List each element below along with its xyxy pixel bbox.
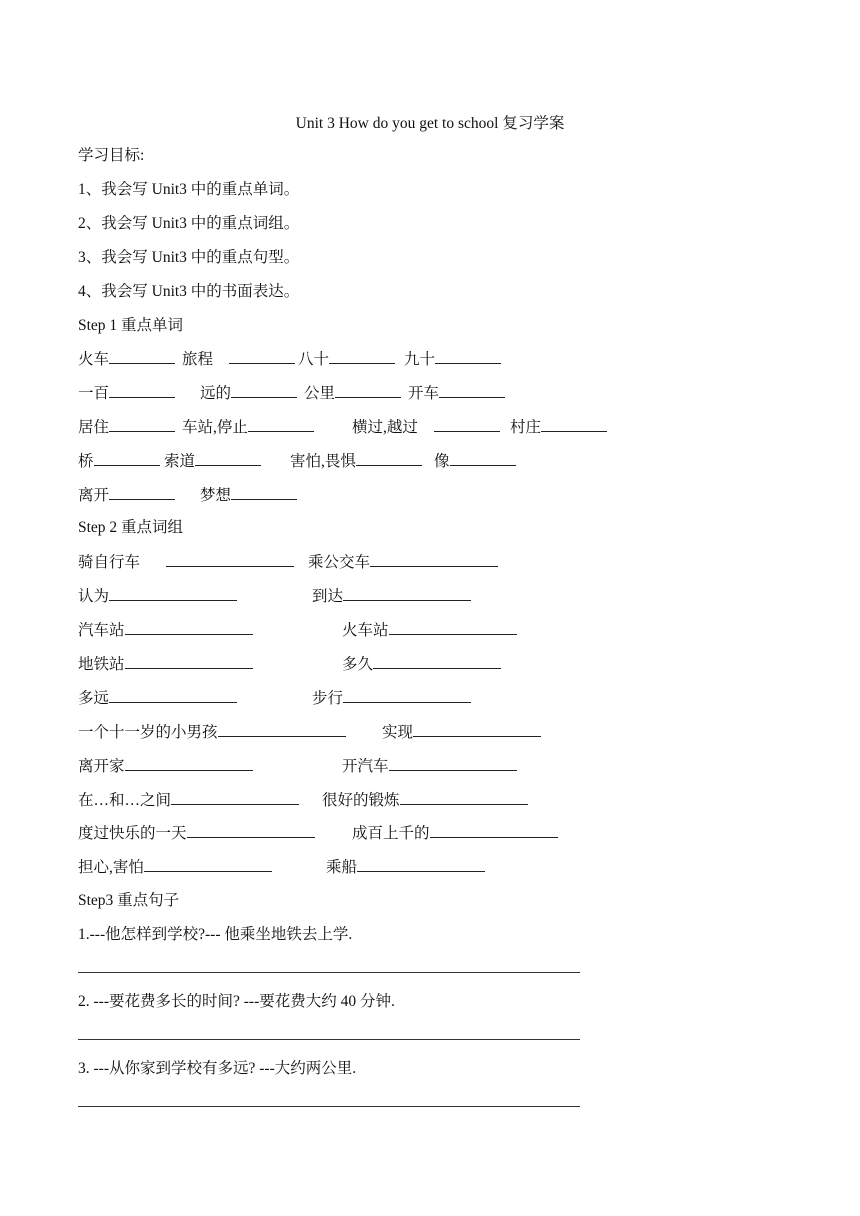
step3-heading: Step3 重点句子 xyxy=(78,892,180,909)
phrase-prompt: 骑自行车 xyxy=(78,554,141,571)
phrase-prompt: 成百上千的 xyxy=(352,825,430,842)
vocab-prompt: 离开 xyxy=(78,487,110,504)
phrase-blank[interactable] xyxy=(125,654,253,669)
phrase-prompt: 认为 xyxy=(78,588,110,605)
phrase-blank[interactable] xyxy=(357,857,485,872)
vocab-blank[interactable] xyxy=(329,349,395,364)
phrase-blank[interactable] xyxy=(389,756,517,771)
phrase-blank[interactable] xyxy=(389,620,517,635)
page-title: Unit 3 How do you get to school 复习学案 xyxy=(295,115,565,132)
vocab-prompt: 八十 xyxy=(298,351,330,368)
vocab-blank[interactable] xyxy=(109,485,175,500)
phrase-prompt: 地铁站 xyxy=(78,656,125,673)
vocab-blank[interactable] xyxy=(248,417,314,432)
sentence-prompt: 1.---他怎样到学校?--- 他乘坐地铁去上学. xyxy=(78,926,353,943)
phrase-prompt: 步行 xyxy=(312,690,344,707)
answer-line[interactable] xyxy=(78,972,580,973)
phrase-prompt: 乘公交车 xyxy=(308,554,371,571)
phrase-blank[interactable] xyxy=(187,823,315,838)
vocab-prompt: 公里 xyxy=(304,385,336,402)
phrase-prompt: 度过快乐的一天 xyxy=(78,825,187,842)
phrase-blank[interactable] xyxy=(343,688,471,703)
vocab-prompt: 远的 xyxy=(200,385,232,402)
objective-item: 3、我会写 Unit3 中的重点句型。 xyxy=(78,249,300,266)
answer-line[interactable] xyxy=(78,1106,580,1107)
phrase-blank[interactable] xyxy=(171,790,299,805)
objective-item: 1、我会写 Unit3 中的重点单词。 xyxy=(78,181,300,198)
vocab-blank[interactable] xyxy=(231,383,297,398)
vocab-blank[interactable] xyxy=(450,451,516,466)
phrase-prompt: 在…和…之间 xyxy=(78,792,172,809)
phrase-blank[interactable] xyxy=(370,552,498,567)
objective-item: 4、我会写 Unit3 中的书面表达。 xyxy=(78,283,300,300)
vocab-blank[interactable] xyxy=(541,417,607,432)
vocab-blank[interactable] xyxy=(109,417,175,432)
phrase-blank[interactable] xyxy=(109,688,237,703)
vocab-blank[interactable] xyxy=(335,383,401,398)
vocab-blank[interactable] xyxy=(229,349,295,364)
phrase-blank[interactable] xyxy=(125,620,253,635)
vocab-prompt: 车站,停止 xyxy=(182,419,248,436)
vocab-prompt: 梦想 xyxy=(200,487,232,504)
vocab-blank[interactable] xyxy=(231,485,297,500)
objectives-heading: 学习目标: xyxy=(78,147,145,164)
vocab-blank[interactable] xyxy=(356,451,422,466)
phrase-blank[interactable] xyxy=(125,756,253,771)
phrase-blank[interactable] xyxy=(218,722,346,737)
phrase-blank[interactable] xyxy=(109,586,237,601)
vocab-prompt: 横过,越过 xyxy=(352,419,418,436)
vocab-prompt: 害怕,畏惧 xyxy=(290,453,356,470)
phrase-prompt: 多远 xyxy=(78,690,110,707)
vocab-prompt: 九十 xyxy=(404,351,436,368)
phrase-blank[interactable] xyxy=(343,586,471,601)
vocab-prompt: 旅程 xyxy=(182,351,214,368)
phrase-prompt: 离开家 xyxy=(78,758,125,775)
vocab-prompt: 桥 xyxy=(78,453,94,470)
vocab-blank[interactable] xyxy=(195,451,261,466)
vocab-blank[interactable] xyxy=(439,383,505,398)
phrase-blank[interactable] xyxy=(144,857,272,872)
vocab-blank[interactable] xyxy=(109,349,175,364)
sentence-prompt: 3. ---从你家到学校有多远? ---大约两公里. xyxy=(78,1060,357,1077)
objective-item: 2、我会写 Unit3 中的重点词组。 xyxy=(78,215,300,232)
phrase-prompt: 很好的锻炼 xyxy=(322,792,400,809)
phrase-prompt: 开汽车 xyxy=(342,758,389,775)
vocab-prompt: 开车 xyxy=(408,385,440,402)
vocab-prompt: 火车 xyxy=(78,351,110,368)
phrase-blank[interactable] xyxy=(400,790,528,805)
phrase-prompt: 火车站 xyxy=(342,622,389,639)
vocab-blank[interactable] xyxy=(94,451,160,466)
phrase-blank[interactable] xyxy=(430,823,558,838)
step2-heading: Step 2 重点词组 xyxy=(78,519,184,536)
vocab-blank[interactable] xyxy=(109,383,175,398)
answer-line[interactable] xyxy=(78,1039,580,1040)
phrase-prompt: 实现 xyxy=(382,724,414,741)
sentence-prompt: 2. ---要花费多长的时间? ---要花费大约 40 分钟. xyxy=(78,993,395,1010)
phrase-prompt: 多久 xyxy=(342,656,374,673)
phrase-blank[interactable] xyxy=(373,654,501,669)
phrase-prompt: 一个十一岁的小男孩 xyxy=(78,724,218,741)
phrase-prompt: 汽车站 xyxy=(78,622,125,639)
vocab-prompt: 村庄 xyxy=(510,419,542,436)
phrase-blank[interactable] xyxy=(166,552,294,567)
vocab-prompt: 像 xyxy=(434,453,450,470)
vocab-prompt: 一百 xyxy=(78,385,110,402)
phrase-blank[interactable] xyxy=(413,722,541,737)
vocab-prompt: 索道 xyxy=(164,453,196,470)
vocab-blank[interactable] xyxy=(435,349,501,364)
vocab-prompt: 居住 xyxy=(78,419,110,436)
phrase-prompt: 乘船 xyxy=(326,859,358,876)
step1-heading: Step 1 重点单词 xyxy=(78,317,184,334)
phrase-prompt: 到达 xyxy=(312,588,344,605)
phrase-prompt: 担心,害怕 xyxy=(78,859,144,876)
vocab-blank[interactable] xyxy=(434,417,500,432)
